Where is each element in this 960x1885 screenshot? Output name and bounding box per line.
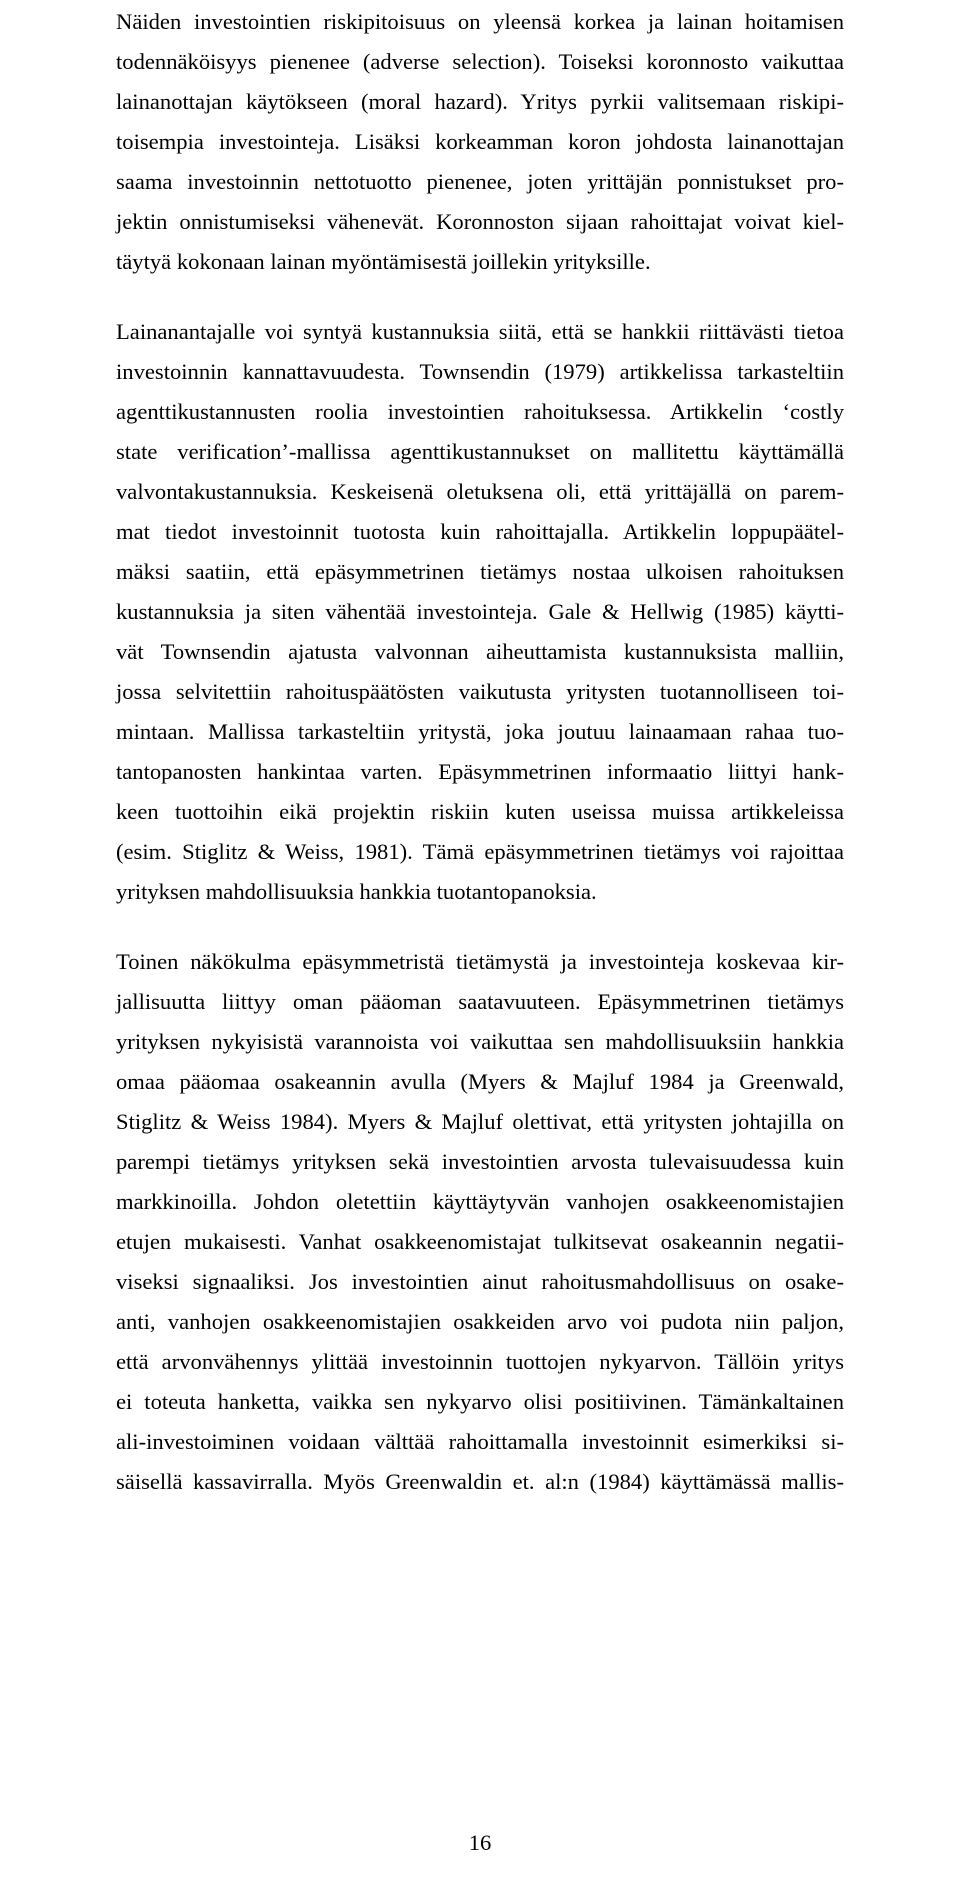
paragraph-gap — [116, 282, 844, 312]
text-line: parempi tietämys yrityksen sekä investointien arvosta tulevaisuudessa kuin — [116, 1149, 844, 1174]
page-number: 16 — [468, 1830, 492, 1855]
text-line: mäksi saatiin, että epäsymmetrinen tietämys nostaa ulkoisen rahoituksen — [116, 559, 844, 584]
text-line: etujen mukaisesti. Vanhat osakkeenomistajat tulkitsevat osakeannin negatii- — [116, 1229, 844, 1254]
document-page — [116, 0, 844, 1502]
text-line: yrityksen mahdollisuuksia hankkia tuotantopanoksia. — [116, 879, 597, 904]
text-line: Näiden investointien riskipitoisuus on yleensä korkea ja lainan hoitamisen — [116, 9, 844, 34]
text-line: agenttikustannusten roolia investointien rahoituksessa. Artikkelin ‘costly — [116, 399, 844, 424]
text-line: valvontakustannuksia. Keskeisenä oletuksena oli, että yrittäjällä on parem- — [116, 479, 844, 504]
text-line: todennäköisyys pienenee (adverse selection). Toiseksi koronnosto vaikuttaa — [116, 49, 844, 74]
text-line: investoinnin kannattavuudesta. Townsendin (1979) artikkelissa tarkasteltiin — [116, 359, 844, 384]
text-line: (esim. Stiglitz & Weiss, 1981). Tämä epäsymmetrinen tietämys voi rajoittaa — [116, 839, 844, 864]
paragraph-2 — [116, 312, 844, 912]
paragraph-1 — [116, 0, 844, 282]
text-line: anti, vanhojen osakkeenomistajien osakkeiden arvo voi pudota niin paljon, — [116, 1309, 844, 1334]
text-line: täytyä kokonaan lainan myöntämisestä joillekin yrityksille. — [116, 249, 651, 274]
text-line: saama investoinnin nettotuotto pienenee, joten yrittäjän ponnistukset pro- — [116, 169, 844, 194]
text-line: jossa selvitettiin rahoituspäätösten vaikutusta yritysten tuotannolliseen toi- — [116, 679, 844, 704]
text-line: että arvonvähennys ylittää investoinnin tuottojen nykyarvon. Tällöin yritys — [116, 1349, 844, 1374]
text-line: ei toteuta hanketta, vaikka sen nykyarvo olisi positiivinen. Tämänkaltainen — [116, 1389, 844, 1414]
text-line: ali-investoiminen voidaan välttää rahoittamalla investoinnit esimerkiksi si- — [116, 1429, 844, 1454]
text-line: mat tiedot investoinnit tuotosta kuin rahoittajalla. Artikkelin loppupäätel- — [116, 519, 844, 544]
text-line: Stiglitz & Weiss 1984). Myers & Majluf olettivat, että yritysten johtajilla on — [116, 1109, 844, 1134]
text-line: toisempia investointeja. Lisäksi korkeamman koron johdosta lainanottajan — [116, 129, 844, 154]
text-line: Toinen näkökulma epäsymmetristä tietämystä ja investointeja koskevaa kir- — [116, 949, 844, 974]
text-line: kustannuksia ja siten vähentää investointeja. Gale & Hellwig (1985) käytti- — [116, 599, 844, 624]
text-line: omaa pääomaa osakeannin avulla (Myers & Majluf 1984 ja Greenwald, — [116, 1069, 844, 1094]
text-line: viseksi signaaliksi. Jos investointien ainut rahoitusmahdollisuus on osake- — [116, 1269, 844, 1294]
text-line: lainanottajan käytökseen (moral hazard). Yritys pyrkii valitsemaan riskipi- — [116, 89, 844, 114]
text-line: mintaan. Mallissa tarkasteltiin yritystä, joka joutuu lainaamaan rahaa tuo- — [116, 719, 844, 744]
text-line: vät Townsendin ajatusta valvonnan aiheuttamista kustannuksista malliin, — [116, 639, 844, 664]
text-line: tantopanosten hankintaa varten. Epäsymmetrinen informaatio liittyi hank- — [116, 759, 844, 784]
text-line: keen tuottoihin eikä projektin riskiin kuten useissa muissa artikkeleissa — [116, 799, 844, 824]
text-line: yrityksen nykyisistä varannoista voi vaikuttaa sen mahdollisuuksiin hankkia — [116, 1029, 844, 1054]
text-line: jallisuutta liittyy oman pääoman saatavuuteen. Epäsymmetrinen tietämys — [116, 989, 844, 1014]
text-line: state verification’-mallissa agenttikustannukset on mallitettu käyttämällä — [116, 439, 844, 464]
text-line: jektin onnistumiseksi vähenevät. Koronnoston sijaan rahoittajat voivat kiel- — [116, 209, 844, 234]
paragraph-gap — [116, 912, 844, 942]
text-line: Lainanantajalle voi syntyä kustannuksia siitä, että se hankkii riittävästi tietoa — [116, 319, 844, 344]
text-line: markkinoilla. Johdon oletettiin käyttäytyvän vanhojen osakkeenomistajien — [116, 1189, 844, 1214]
text-line: säisellä kassavirralla. Myös Greenwaldin et. al:n (1984) käyttämässä mallis- — [116, 1469, 844, 1494]
paragraph-3 — [116, 942, 844, 1502]
